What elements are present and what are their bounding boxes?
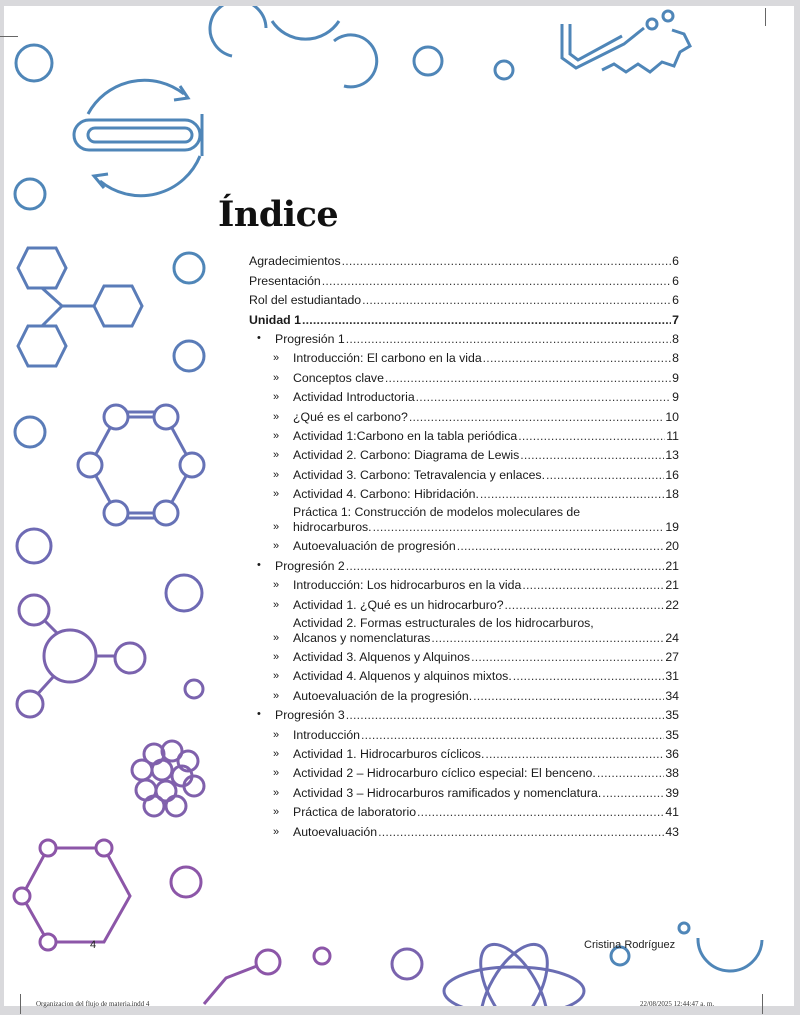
dot-leader xyxy=(480,487,664,501)
toc-entry[interactable] xyxy=(249,534,679,553)
toc-entry-page: 21 xyxy=(665,578,679,593)
dot-leader xyxy=(522,578,664,592)
table-of-contents xyxy=(249,249,679,839)
toc-entry-page: 24 xyxy=(665,630,679,645)
toc-entry-label: Actividad 4. Carbono: Hibridación. xyxy=(293,487,479,502)
chevron-right-icon: » xyxy=(273,786,280,799)
chevron-right-icon: » xyxy=(273,468,280,481)
toc-entry-page: 6 xyxy=(672,293,679,308)
toc-entry[interactable] xyxy=(249,664,679,683)
toc-entry-label: Actividad 3. Carbono: Tetravalencia y enlaces. xyxy=(293,467,546,482)
dot-leader xyxy=(485,747,664,761)
toc-entry-label: Actividad 1. ¿Qué es un hidrocarburo? xyxy=(293,597,504,612)
toc-entry-page: 8 xyxy=(672,351,679,366)
toc-entry[interactable] xyxy=(249,573,679,592)
dot-leader xyxy=(597,766,665,780)
toc-entry[interactable] xyxy=(249,307,679,326)
dot-leader xyxy=(373,520,665,534)
toc-entry-label: Rol del estudiantado xyxy=(249,293,362,308)
toc-entry[interactable] xyxy=(249,365,679,384)
toc-entry-label: Alcanos y nomenclaturas xyxy=(293,630,431,645)
crop-mark xyxy=(765,8,766,26)
chevron-right-icon: » xyxy=(273,521,280,534)
toc-entry-label-line1: Práctica 1: Construcción de modelos moleculares de xyxy=(293,505,581,520)
toc-entry-label: Autoevaluación de progresión xyxy=(293,539,456,554)
toc-entry-page: 35 xyxy=(665,727,679,742)
crop-mark xyxy=(20,994,21,1014)
toc-entry[interactable] xyxy=(249,327,679,346)
bullet-icon: • xyxy=(257,331,261,344)
toc-entry-page: 41 xyxy=(665,805,679,820)
toc-entry[interactable] xyxy=(249,645,679,664)
toc-entry-page: 34 xyxy=(665,688,679,703)
chevron-right-icon: » xyxy=(273,598,280,611)
chevron-right-icon: » xyxy=(273,371,280,384)
toc-entry-page: 9 xyxy=(672,390,679,405)
crop-mark xyxy=(0,36,18,37)
toc-entry-label: ¿Qué es el carbono? xyxy=(293,409,408,424)
toc-entry[interactable] xyxy=(249,443,679,462)
toc-entry[interactable] xyxy=(249,683,679,702)
dot-leader xyxy=(518,429,665,443)
dot-leader xyxy=(417,805,664,819)
toc-entry-label: Unidad 1 xyxy=(249,312,301,327)
toc-entry-label: Progresión 1 xyxy=(275,331,345,346)
chevron-right-icon: » xyxy=(273,689,280,702)
crop-mark xyxy=(762,994,763,1014)
toc-entry-page: 19 xyxy=(665,520,679,535)
toc-entry-page: 39 xyxy=(665,785,679,800)
toc-entry[interactable] xyxy=(249,288,679,307)
dot-leader xyxy=(409,410,664,424)
toc-entry-page: 36 xyxy=(665,746,679,761)
chevron-right-icon: » xyxy=(273,631,280,644)
dot-leader xyxy=(346,559,665,573)
toc-entry-page: 16 xyxy=(665,467,679,482)
footer-author: Cristina Rodríguez xyxy=(584,939,676,951)
toc-entry-page: 31 xyxy=(665,669,679,684)
chevron-right-icon: » xyxy=(273,449,280,462)
toc-entry-label: Actividad Introductoria xyxy=(293,390,415,405)
toc-entry-page: 7 xyxy=(672,312,679,327)
toc-entry[interactable] xyxy=(249,592,679,611)
toc-entry-label: Conceptos clave xyxy=(293,370,384,385)
toc-entry-page: 8 xyxy=(672,331,679,346)
toc-entry-label: Actividad 3. Alquenos y Alquinos xyxy=(293,650,471,665)
toc-entry-label: Presentación xyxy=(249,273,321,288)
bullet-icon: • xyxy=(257,558,261,571)
toc-entry-label: Agradecimientos xyxy=(249,254,341,269)
toc-entry-label: hidrocarburos. xyxy=(293,520,372,535)
toc-entry[interactable] xyxy=(249,404,679,423)
toc-entry-page: 10 xyxy=(665,409,679,424)
dot-leader xyxy=(346,708,665,722)
dot-leader xyxy=(602,786,664,800)
chevron-right-icon: » xyxy=(273,352,280,365)
toc-entry[interactable] xyxy=(249,501,679,534)
dot-leader xyxy=(473,689,664,703)
toc-entry-label: Actividad 2. Carbono: Diagrama de Lewis xyxy=(293,448,520,463)
document-page xyxy=(4,6,794,1006)
dot-leader xyxy=(471,650,664,664)
dot-leader xyxy=(483,351,671,365)
toc-entry-label: Introducción xyxy=(293,727,360,742)
toc-entry[interactable] xyxy=(249,742,679,761)
dot-leader xyxy=(505,598,665,612)
chevron-right-icon: » xyxy=(273,825,280,838)
toc-entry-label: Autoevaluación de la progresión. xyxy=(293,688,473,703)
chevron-right-icon: » xyxy=(273,806,280,819)
dot-leader xyxy=(431,631,664,645)
dot-leader xyxy=(378,825,664,839)
toc-entry[interactable] xyxy=(249,346,679,365)
toc-entry-page: 35 xyxy=(665,708,679,723)
chevron-right-icon: » xyxy=(273,540,280,553)
dot-leader xyxy=(361,728,664,742)
toc-entry[interactable] xyxy=(249,249,679,268)
footer-page-number: 4 xyxy=(90,939,97,951)
toc-entry[interactable] xyxy=(249,482,679,501)
toc-entry-page: 20 xyxy=(665,539,679,554)
toc-entry-label-line1: Actividad 2. Formas estructurales de los hidrocarburos, xyxy=(293,615,594,630)
dot-leader xyxy=(362,293,671,307)
toc-entry[interactable] xyxy=(249,424,679,443)
toc-entry-label: Introducción: Los hidrocarburos en la vida xyxy=(293,578,522,593)
toc-entry-label: Actividad 4. Alquenos y alquinos mixtos. xyxy=(293,669,512,684)
dot-leader xyxy=(416,390,671,404)
toc-entry[interactable] xyxy=(249,703,679,722)
print-slug-filename: Organizacion del flujo de materia.indd 4 xyxy=(36,1000,150,1008)
dot-leader xyxy=(346,332,671,346)
dot-leader xyxy=(457,539,665,553)
dot-leader xyxy=(385,371,671,385)
toc-entry-label: Introducción: El carbono en la vida xyxy=(293,351,482,366)
toc-entry-page: 27 xyxy=(665,650,679,665)
toc-entry-page: 43 xyxy=(665,824,679,839)
chevron-right-icon: » xyxy=(273,488,280,501)
toc-entry-page: 21 xyxy=(665,558,679,573)
chevron-right-icon: » xyxy=(273,429,280,442)
toc-entry-page: 6 xyxy=(672,254,679,269)
toc-entry[interactable] xyxy=(249,800,679,819)
toc-entry-label: Actividad 3 – Hidrocarburos ramificados y nomenclatura. xyxy=(293,785,602,800)
dot-leader xyxy=(513,669,665,683)
toc-entry-page: 22 xyxy=(665,597,679,612)
page-title: Índice xyxy=(218,194,339,235)
toc-entry-label: Actividad 2 – Hidrocarburo cíclico especial: El benceno. xyxy=(293,766,596,781)
toc-entry-label: Autoevaluación xyxy=(293,824,378,839)
chevron-right-icon: » xyxy=(273,728,280,741)
chevron-right-icon: » xyxy=(273,651,280,664)
dot-leader xyxy=(546,468,664,482)
toc-entry-label: Progresión 2 xyxy=(275,558,345,573)
toc-entry[interactable] xyxy=(249,462,679,481)
chevron-right-icon: » xyxy=(273,579,280,592)
chevron-right-icon: » xyxy=(273,767,280,780)
toc-entry-page: 38 xyxy=(665,766,679,781)
dot-leader xyxy=(342,254,672,268)
toc-entry[interactable] xyxy=(249,268,679,287)
toc-entry[interactable] xyxy=(249,553,679,572)
toc-entry[interactable] xyxy=(249,819,679,838)
chevron-right-icon: » xyxy=(273,410,280,423)
chevron-right-icon: » xyxy=(273,747,280,760)
toc-entry-label: Actividad 1:Carbono en la tabla periódica xyxy=(293,428,518,443)
toc-entry-label: Progresión 3 xyxy=(275,708,345,723)
dot-leader xyxy=(322,274,671,288)
bullet-icon: • xyxy=(257,708,261,721)
toc-entry-label: Práctica de laboratorio xyxy=(293,805,417,820)
toc-entry-label: Actividad 1. Hidrocarburos cíclicos. xyxy=(293,746,485,761)
toc-entry-page: 11 xyxy=(666,428,679,443)
toc-entry-page: 18 xyxy=(665,487,679,502)
toc-entry[interactable] xyxy=(249,722,679,741)
chevron-right-icon: » xyxy=(273,670,280,683)
toc-entry-page: 9 xyxy=(672,370,679,385)
toc-entry[interactable] xyxy=(249,761,679,780)
toc-entry[interactable] xyxy=(249,612,679,645)
dot-leader xyxy=(302,313,671,327)
dot-leader xyxy=(520,448,664,462)
toc-entry[interactable] xyxy=(249,385,679,404)
toc-entry-page: 6 xyxy=(672,273,679,288)
toc-entry[interactable] xyxy=(249,780,679,799)
toc-entry-page: 13 xyxy=(665,448,679,463)
print-slug-timestamp: 22/08/2025 12:44:47 a. m. xyxy=(640,1000,715,1008)
chevron-right-icon: » xyxy=(273,391,280,404)
